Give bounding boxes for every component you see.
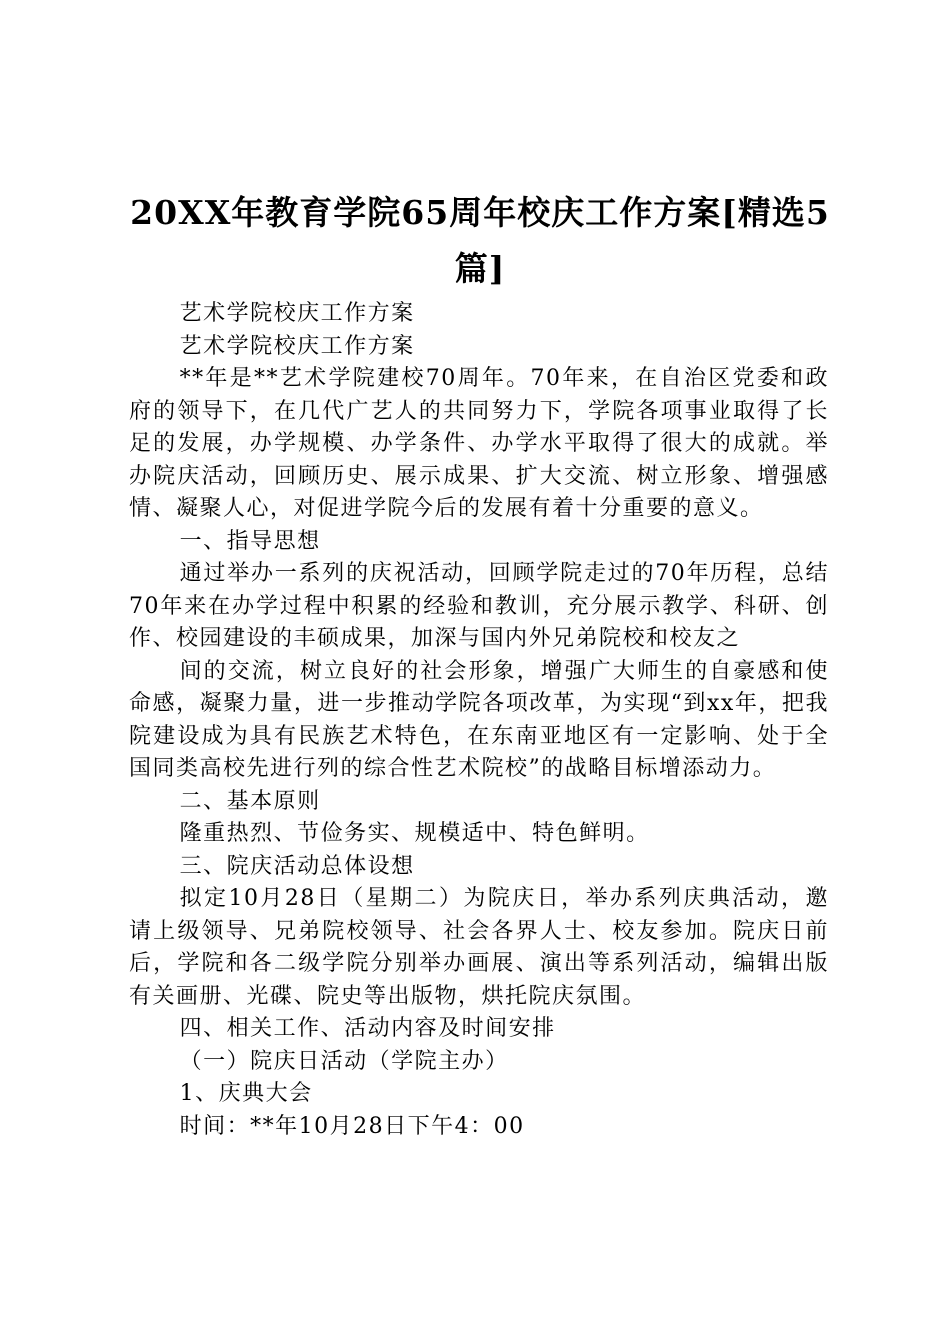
paragraph-overall-plan: 拟定10月28日（星期二）为院庆日，举办系列庆典活动，邀请上级领导、兄弟院校领导、社会各界人士、校友参加。院庆日前后，学院和各二级学院分别举办画展、演出等系列活动，编辑出版有关画册、光碟、院史等出版物，烘托院庆氛围。: [129, 886, 829, 1009]
subsection-heading-anniversary-day: （一）院庆日活动（学院主办）: [179, 1048, 509, 1074]
document-title: 20XX年教育学院65周年校庆工作方案[精选5篇]: [130, 193, 830, 288]
section-heading-schedule: 四、相关工作、活动内容及时间安排: [179, 1016, 556, 1041]
paragraph-guiding-ideology-1: 通过举办一系列的庆祝活动，回顾学院走过的70年历程，总结70年来在办学过程中积累的经验和教训，充分展示教学、科研、创作、校园建设的丰硕成果，加深与国内外兄弟院校和校友之: [129, 561, 829, 651]
paragraph-heading-2: 艺术学院校庆工作方案: [179, 333, 415, 359]
section-heading-basic-principles: 二、基本原则: [179, 788, 321, 814]
paragraph-basic-principles: 隆重热烈、节俭务实、规模适中、特色鲜明。: [179, 821, 650, 846]
paragraph-intro: **年是**艺术学院建校70周年。70年来，在自治区党委和政府的领导下，在几代广艺人的共同努力下，学院各项事业取得了长足的发展，办学规模、办学条件、办学水平取得了很大的成就。举办院庆活动，回顾历史、展示成果、扩大交流、树立形象、增强感情、凝聚人心，对促进学院今后的发展有着十分重要的意义。: [129, 366, 829, 521]
document-body: [129, 298, 829, 1143]
section-heading-guiding-ideology: 一、指导思想: [179, 528, 321, 554]
paragraph-heading-1: 艺术学院校庆工作方案: [179, 301, 415, 326]
paragraph-ceremony-time: 时间：**年10月28日下午4：00: [179, 1113, 525, 1139]
item-heading-ceremony: 1、庆典大会: [179, 1081, 313, 1106]
paragraph-guiding-ideology-2: 间的交流，树立良好的社会形象，增强广大师生的自豪感和使命感，凝聚力量，进一步推动学院各项改革，为实现“到xx年，把我院建设成为具有民族艺术特色，在东南亚地区有一定影响、处于全国同类高校先进行列的综合性艺术院校”的战略目标增添动力。: [129, 658, 829, 781]
section-heading-overall-plan: 三、院庆活动总体设想: [179, 853, 415, 879]
